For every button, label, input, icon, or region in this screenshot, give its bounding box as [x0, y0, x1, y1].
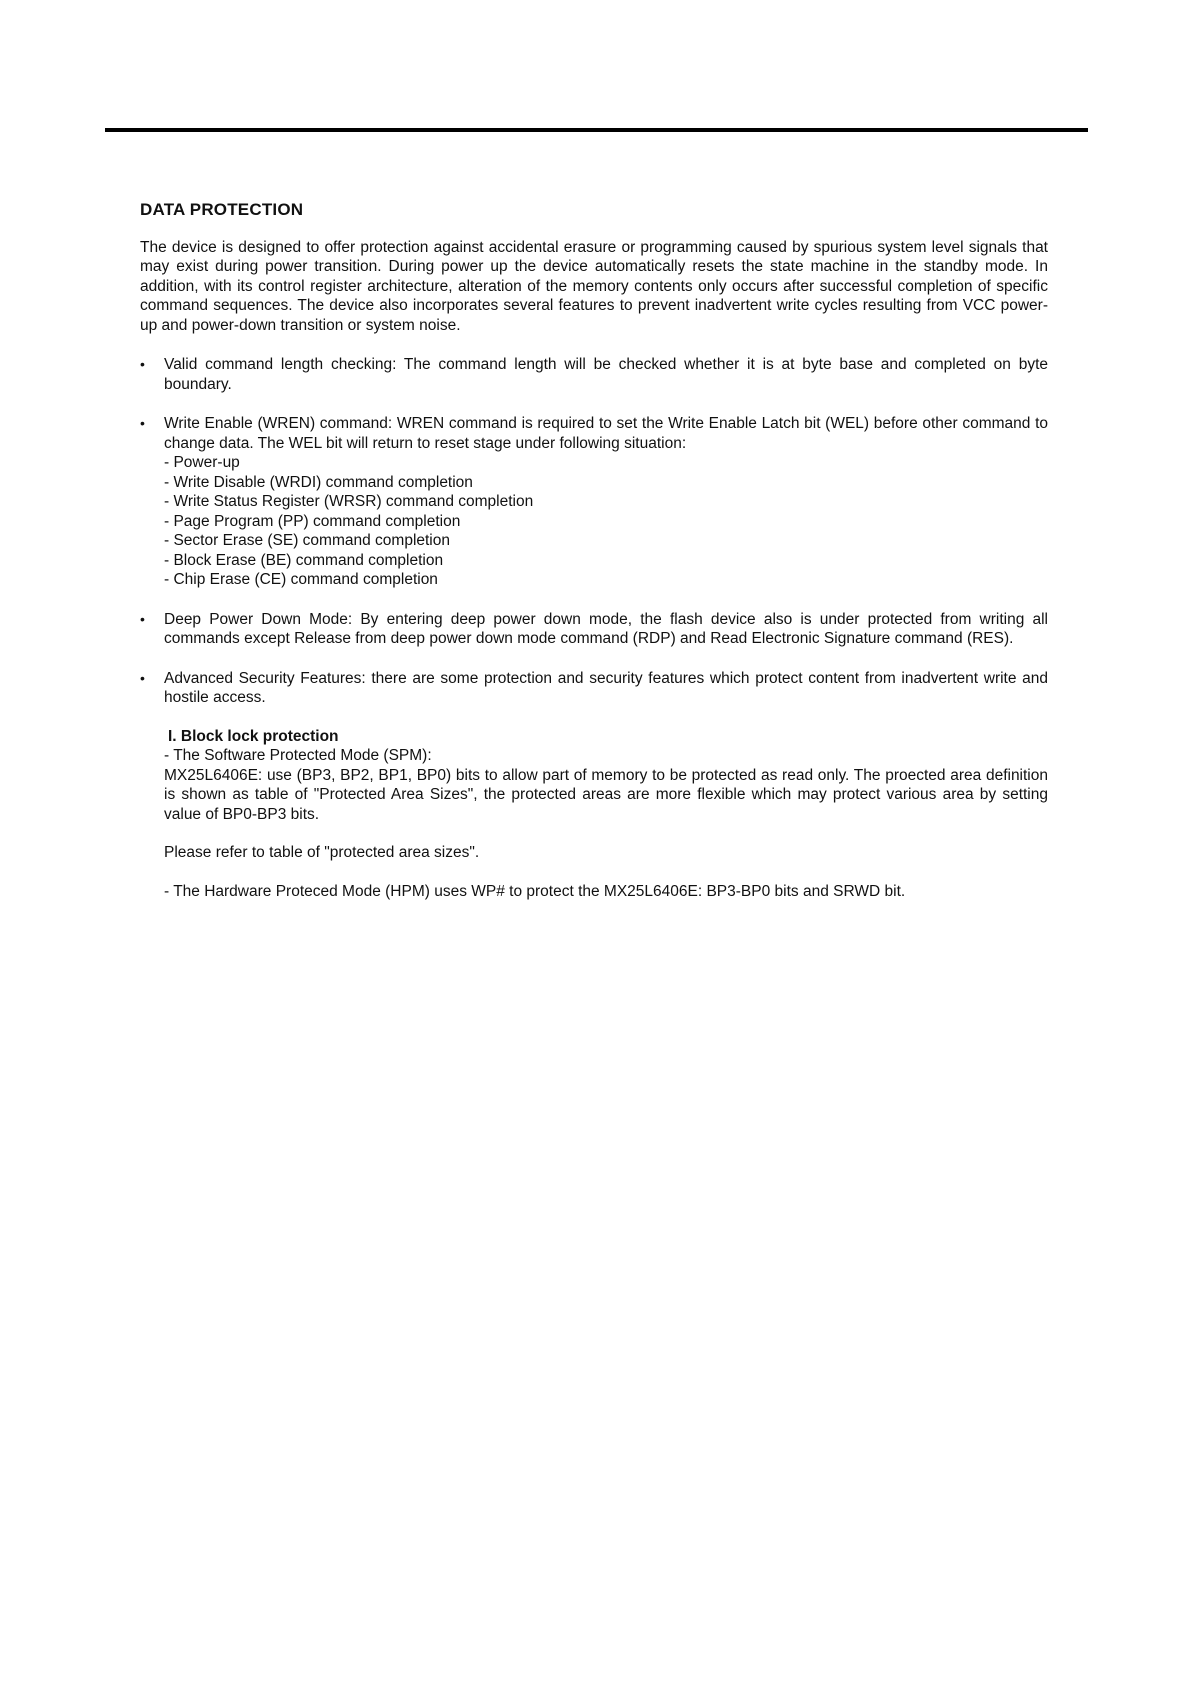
list-item: - Write Status Register (WRSR) command completion [164, 493, 534, 510]
header-rule [105, 128, 1088, 132]
bullet-deep-power-down [140, 610, 1048, 649]
bullet-icon: • [140, 415, 145, 431]
list-item: - Power-up [164, 454, 240, 471]
bullet-icon: • [140, 669, 145, 686]
hpm-text: - The Hardware Proteced Mode (HPM) uses WP# to protect the MX25L6406E: BP3-BP0 bits and SRWD bit. [164, 882, 906, 900]
block-lock-section [164, 727, 1048, 902]
bullet-wren [140, 414, 1048, 590]
list-item: - Write Disable (WRDI) command completion [164, 473, 473, 491]
list-item: - Chip Erase (CE) command completion [164, 571, 438, 588]
bullet-icon: • [140, 356, 145, 372]
wel-reset-list [164, 453, 1048, 590]
block-lock-title: I. Block lock protection [168, 727, 339, 745]
bullet-advanced-security [140, 669, 1048, 902]
spm-heading: - The Software Protected Mode (SPM): [164, 747, 432, 764]
document-body [140, 200, 1048, 921]
bullet-text: Deep Power Down Mode: By entering deep power down mode, the flash device also is under protected from writing all commands except Release from deep power down mode command (RDP) and Read Electronic Signature command (RES). [164, 610, 1048, 647]
list-item: - Sector Erase (SE) command completion [164, 532, 450, 549]
bullet-text: Advanced Security Features: there are some protection and security features which protect content from inadvertent write and hostile access. [164, 669, 1048, 706]
intro-paragraph: The device is designed to offer protection against accidental erasure or programming caused by spurious system level signals that may exist during power transition. During power up the device automatically resets the state machine in the standby mode. In addition, with its control register architecture, alteration of the memory contents only occurs after successful completion of specific command sequences. The device also incorporates several features to prevent inadvertent write cycles resulting from VCC power-up and power-down transition or system noise. [140, 238, 1048, 334]
refer-text: Please refer to table of "protected area sizes". [164, 844, 480, 861]
bullet-command-length [140, 355, 1048, 394]
protection-list [140, 355, 1048, 901]
bullet-text: Write Enable (WREN) command: WREN command is required to set the Write Enable Latch bit (WEL) before other command to change data. The WEL bit will return to reset stage under following situation: [164, 415, 1048, 452]
list-item: - Page Program (PP) command completion [164, 512, 461, 530]
bullet-text: Valid command length checking: The command length will be checked whether it is at byte base and completed on byte boundary. [164, 356, 1048, 393]
bullet-icon: • [140, 610, 145, 627]
spm-text: MX25L6406E: use (BP3, BP2, BP1, BP0) bits to allow part of memory to be protected as read only. The proected area definition is shown as table of "Protected Area Sizes", the protected areas are more flexible which may protect various area by setting value of BP0-BP3 bits. [164, 766, 1048, 823]
section-title: DATA PROTECTION [140, 200, 304, 219]
list-item: - Block Erase (BE) command completion [164, 551, 444, 569]
